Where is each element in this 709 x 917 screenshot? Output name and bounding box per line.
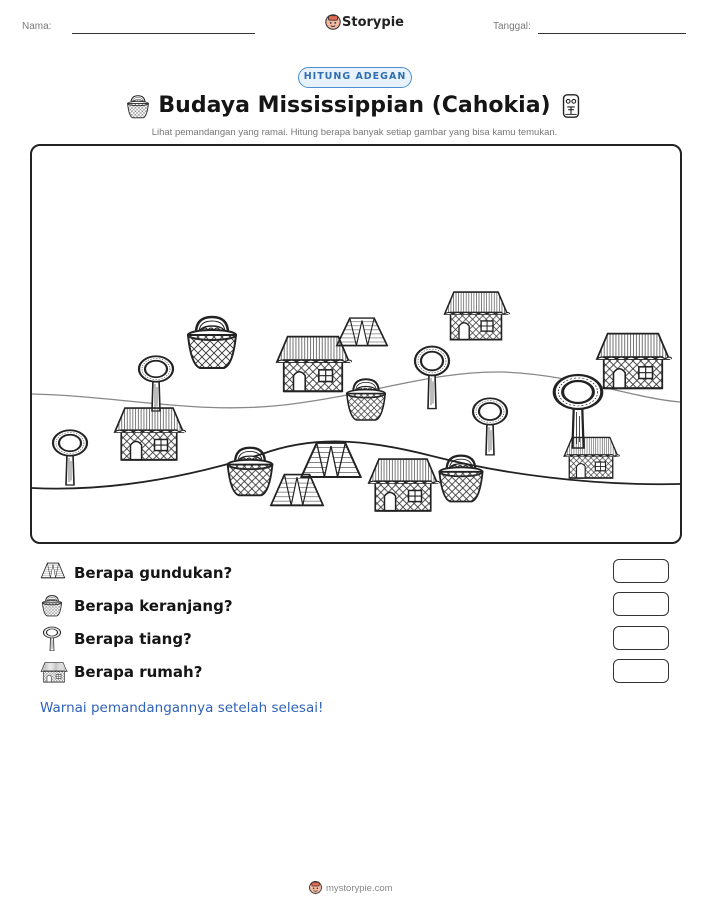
house-icon[interactable]: [597, 334, 672, 389]
house-icon[interactable]: [369, 459, 440, 511]
scene-canvas: [32, 146, 680, 542]
basket-icon: [40, 594, 64, 618]
brand-name: Storypie: [342, 15, 404, 30]
post-icon: [42, 626, 62, 652]
post-icon[interactable]: [415, 347, 449, 409]
answer-box-houses[interactable]: [613, 659, 669, 683]
basket-icon[interactable]: [228, 448, 273, 496]
house-icon[interactable]: [115, 408, 186, 460]
basket-icon[interactable]: [347, 379, 385, 420]
post-icon[interactable]: [473, 398, 507, 455]
name-label: Nama:: [22, 21, 52, 32]
answer-box-posts[interactable]: [613, 626, 669, 650]
basket-icon[interactable]: [188, 317, 236, 368]
question-mounds: Berapa gundukan?: [74, 564, 233, 582]
activity-badge: HITUNG ADEGAN: [298, 67, 412, 88]
name-field[interactable]: [72, 33, 255, 34]
date-label: Tanggal:: [493, 21, 531, 32]
scene-frame: [30, 144, 682, 544]
date-field[interactable]: [538, 33, 686, 34]
question-baskets: Berapa keranjang?: [74, 597, 233, 615]
house-icon[interactable]: [564, 437, 620, 478]
mound-icon: [40, 560, 66, 580]
storypie-logo-icon: [308, 880, 323, 895]
question-houses: Berapa rumah?: [74, 663, 203, 681]
coloring-note: Warnai pemandangannya setelah selesai!: [40, 700, 324, 716]
site-url[interactable]: mystorypie.com: [326, 883, 393, 894]
house-icon: [40, 661, 68, 683]
basket-icon: [125, 94, 151, 120]
answer-box-mounds[interactable]: [613, 559, 669, 583]
instructions: Lihat pemandangan yang ramai. Hitung berapa banyak setiap gambar yang bisa kamu temukan.: [151, 127, 558, 138]
answer-box-baskets[interactable]: [613, 592, 669, 616]
page-title: Budaya Mississippian (Cahokia): [158, 93, 551, 118]
question-posts: Berapa tiang?: [74, 630, 192, 648]
house-icon[interactable]: [445, 292, 510, 340]
mound-icon[interactable]: [271, 475, 323, 506]
storypie-logo-icon: [324, 13, 342, 31]
totem-icon: [557, 92, 585, 120]
post-icon[interactable]: [53, 430, 87, 485]
mound-icon[interactable]: [337, 318, 387, 346]
mound-icon[interactable]: [301, 443, 360, 477]
